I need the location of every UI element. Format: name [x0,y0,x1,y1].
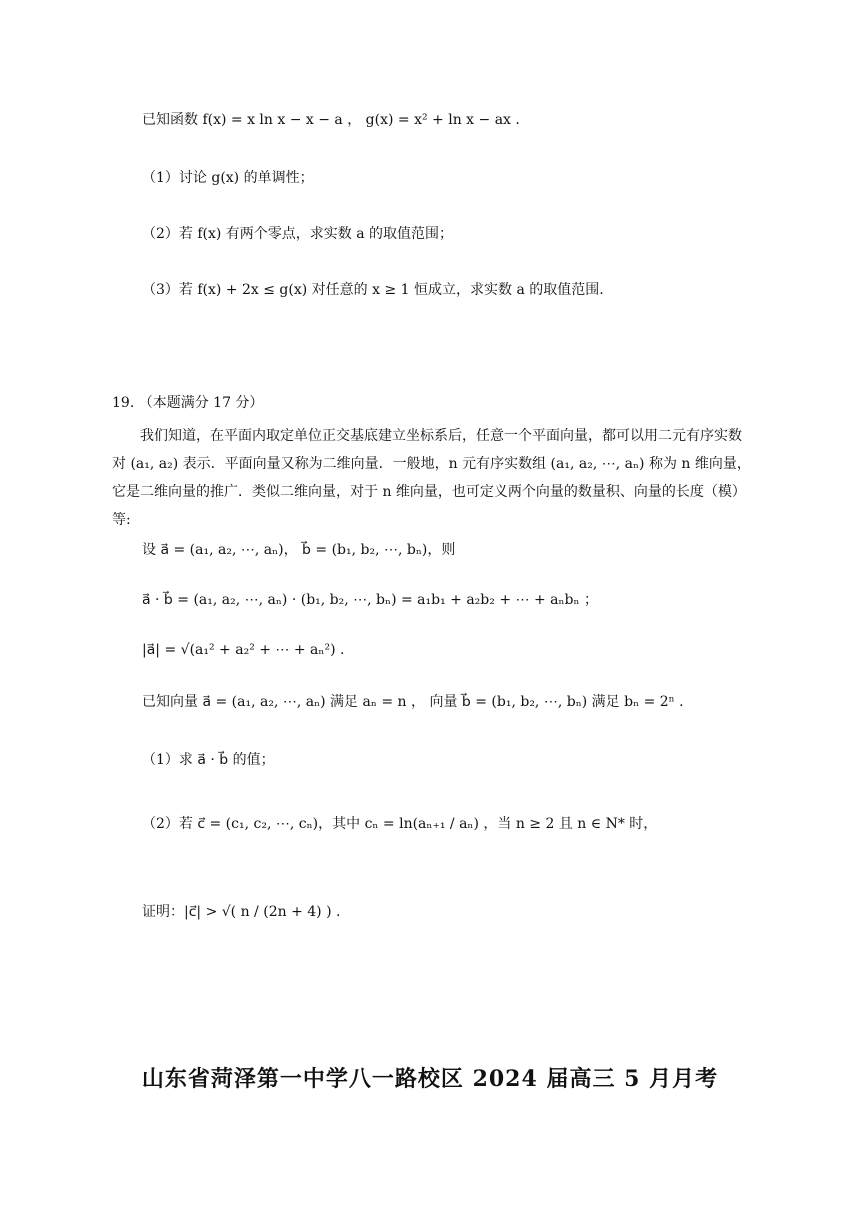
problem18-q3: （3）若 f(x) + 2x ≤ g(x) 对任意的 x ≥ 1 恒成立，求实数 a 的取值范围. [142,282,604,298]
problem19-header: 19. （本题满分 17 分） [112,395,264,411]
problem19-def1: 设 a⃗ = (a₁, a₂, ⋯, aₙ)， b⃗ = (b₁, b₂, ⋯, bₙ)，则 [142,542,456,558]
problem19-intro: 我们知道，在平面内取定单位正交基底建立坐标系后，任意一个平面向量，都可以用二元有序实数对 (a₁, a₂) 表示．平面向量又称为二维向量．一般地，n 元有序实数组 (a₁, a₂, ⋯, aₙ) 称为 n 维向量，它是二维向量的推广．类似二维向量，对于 n 维向量，也可定义两个向量的数量积、向量的长度（模）等: [112,428,751,528]
problem19-def2: a⃗ · b⃗ = (a₁, a₂, ⋯, aₙ) · (b₁, b₂, ⋯, bₙ) = a₁b₁ + a₂b₂ + ⋯ + aₙbₙ ； [142,592,598,608]
problem18-stem: 已知函数 f(x) = x ln x − x − a ， g(x) = x² + ln x − ax . [142,112,520,128]
problem19-proof: 证明：|c⃗| > √( n / (2n + 4) ) . [142,904,341,920]
problem19-q1: （1）求 a⃗ · b⃗ 的值； [142,752,275,768]
problem19-def3: |a⃗| = √(a₁² + a₂² + ⋯ + aₙ²) . [142,642,345,658]
problem19-q2: （2）若 c⃗ = (c₁, c₂, ⋯, cₙ)，其中 cₙ = ln(aₙ₊₁ / aₙ) ，当 n ≥ 2 且 n ∈ N* 时， [142,816,658,832]
problem19-given: 已知向量 a⃗ = (a₁, a₂, ⋯, aₙ) 满足 aₙ = n ， 向量 b⃗ = (b₁, b₂, ⋯, bₙ) 满足 bₙ = 2ⁿ . [142,694,684,710]
problem18-q1: （1）讨论 g(x) 的单调性； [142,170,314,186]
problem18-q2: （2）若 f(x) 有两个零点，求实数 a 的取值范围； [142,226,454,242]
exam-title: 山东省菏泽第一中学八一路校区 2024 届高三 5 月月考 [141,1066,719,1092]
